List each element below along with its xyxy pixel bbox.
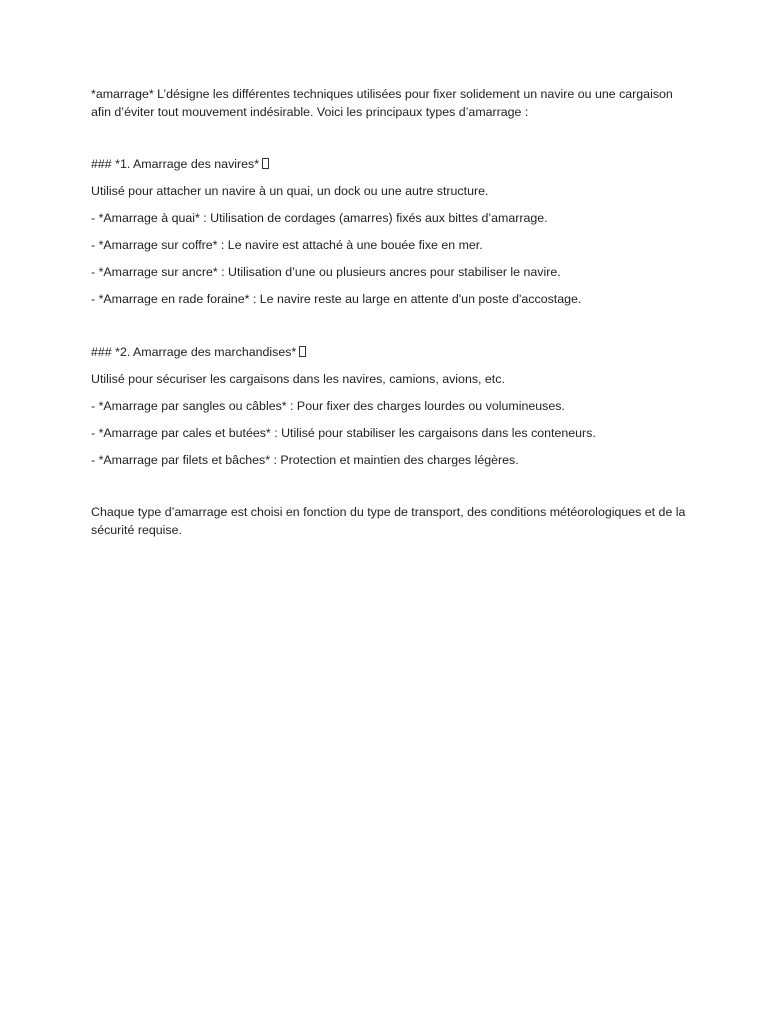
section-1-item: - *Amarrage sur coffre* : Le navire est attaché à une bouée fixe en mer. bbox=[91, 238, 483, 252]
section-2-heading bbox=[91, 344, 691, 362]
missing-glyph-icon bbox=[299, 346, 306, 357]
section-2-item: - *Amarrage par cales et butées* : Utilisé pour stabiliser les cargaisons dans les conteneurs. bbox=[91, 425, 596, 440]
intro-paragraph: *amarrage* L’désigne les différentes techniques utilisées pour fixer solidement un navire ou une cargaison afin d’éviter tout mouvement indésirable. Voici les principaux types d’amarrage : bbox=[91, 87, 673, 119]
section-1-item: - *Amarrage à quai* : Utilisation de cordages (amarres) fixés aux bittes d’amarrage. bbox=[91, 211, 548, 225]
section-1-item: - *Amarrage en rade foraine* : Le navire reste au large en attente d'un poste d'accostage. bbox=[91, 292, 582, 306]
section-2-item: - *Amarrage par sangles ou câbles* : Pour fixer des charges lourdes ou volumineuses. bbox=[91, 398, 565, 413]
missing-glyph-icon bbox=[262, 158, 269, 169]
section-1-item: - *Amarrage sur ancre* : Utilisation d’une ou plusieurs ancres pour stabiliser le navire. bbox=[91, 265, 561, 279]
section-2-item: - *Amarrage par filets et bâches* : Protection et maintien des charges légères. bbox=[91, 452, 519, 467]
section-1-description: Utilisé pour attacher un navire à un quai, un dock ou une autre structure. bbox=[91, 184, 489, 198]
section-2-description: Utilisé pour sécuriser les cargaisons dans les navires, camions, avions, etc. bbox=[91, 371, 505, 386]
section-1-heading-text: ### *1. Amarrage des navires* bbox=[91, 157, 260, 171]
section-2-heading-text: ### *2. Amarrage des marchandises* bbox=[91, 344, 297, 359]
document-body bbox=[91, 86, 691, 539]
section-1-heading bbox=[91, 156, 691, 174]
conclusion-paragraph: Chaque type d’amarrage est choisi en fonction du type de transport, des conditions météorologiques et de la sécurité requise. bbox=[91, 505, 686, 537]
